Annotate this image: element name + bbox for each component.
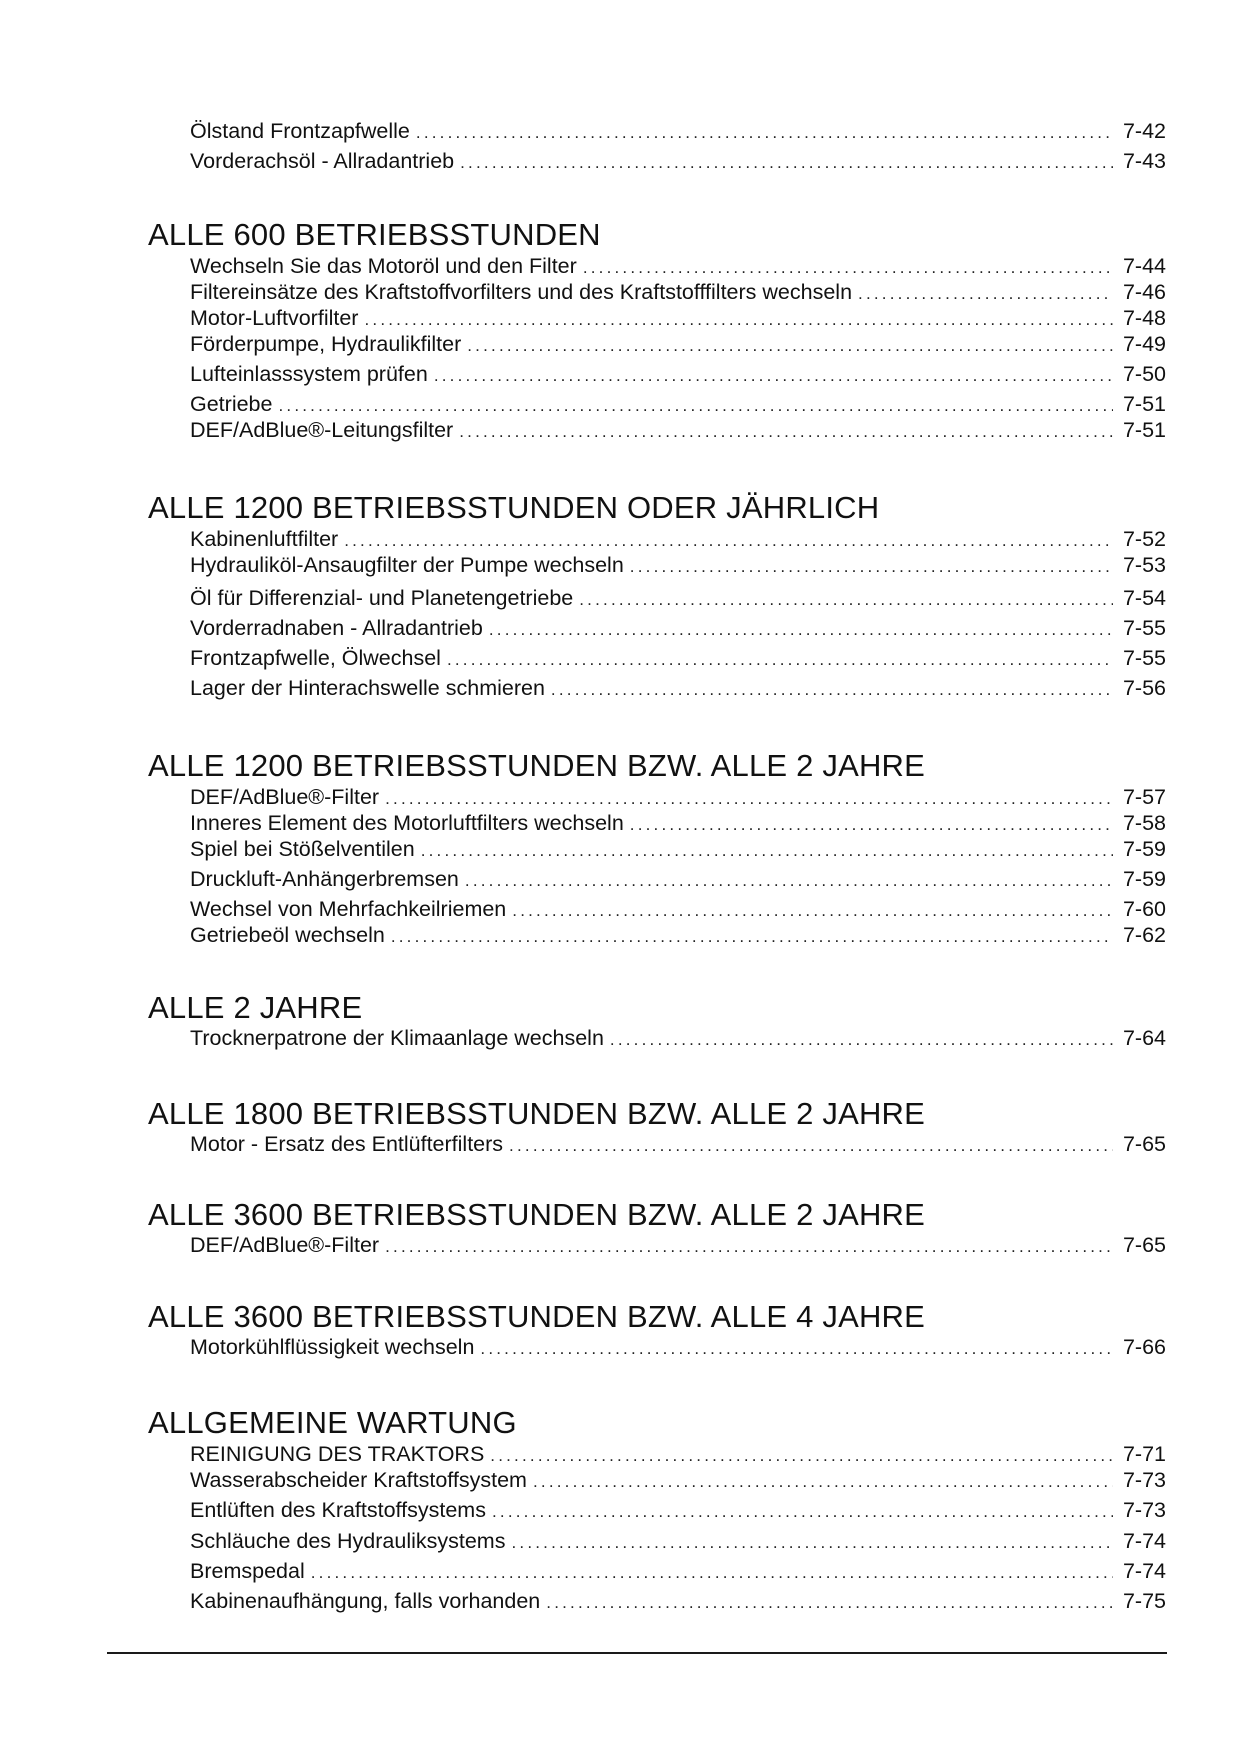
toc-entry[interactable] [190, 1558, 1166, 1584]
toc-entry-page: 7-59 [1122, 837, 1166, 861]
toc-entry-page: 7-55 [1122, 646, 1166, 670]
dot-leader [447, 647, 1113, 673]
toc-entry-page: 7-74 [1122, 1529, 1166, 1553]
toc-entry[interactable] [190, 810, 1166, 836]
dot-leader [509, 1133, 1113, 1159]
dot-leader [465, 868, 1113, 894]
toc-entry[interactable] [190, 279, 1166, 305]
toc-entry[interactable] [190, 1497, 1166, 1523]
toc-entry-title: Getriebe [190, 392, 273, 416]
toc-entry-title: Filtereinsätze des Kraftstoffvorfilters und des Kraftstofffilters wechseln [190, 280, 853, 304]
toc-entry-page: 7-56 [1122, 676, 1166, 700]
toc-entry[interactable] [190, 391, 1166, 417]
section-heading: ALLE 3600 BETRIEBSSTUNDEN BZW. ALLE 2 JAHRE [148, 1197, 926, 1232]
dot-leader [630, 554, 1113, 580]
toc-entry-title: DEF/AdBlue®-Filter [190, 1233, 380, 1257]
dot-leader [579, 587, 1113, 613]
toc-entry[interactable] [190, 118, 1166, 144]
toc-entry[interactable] [190, 1467, 1166, 1493]
toc-entry-page: 7-59 [1122, 867, 1166, 891]
dot-leader [278, 393, 1112, 419]
toc-entry[interactable] [190, 253, 1166, 279]
toc-entry-title: Lager der Hinterachswelle schmieren [190, 676, 545, 700]
dot-leader [421, 838, 1113, 864]
dot-leader [489, 617, 1113, 643]
dot-leader [385, 786, 1113, 812]
toc-entry-title: DEF/AdBlue®-Leitungsfilter [190, 418, 454, 442]
toc-entry[interactable] [190, 585, 1166, 611]
section-heading: ALLE 1200 BETRIEBSSTUNDEN ODER JÄHRLICH [148, 490, 880, 525]
toc-entry[interactable] [190, 1232, 1166, 1258]
dot-leader [344, 528, 1113, 554]
toc-entry-title: Getriebeöl wechseln [190, 923, 385, 947]
toc-entry-page: 7-58 [1122, 811, 1166, 835]
toc-entry-page: 7-44 [1122, 254, 1166, 278]
toc-entry-title: Druckluft-Anhängerbremsen [190, 867, 459, 891]
toc-entry[interactable] [190, 836, 1166, 862]
section-heading: ALLE 2 JAHRE [148, 990, 363, 1025]
toc-entry-page: 7-73 [1122, 1498, 1166, 1522]
toc-entry-page: 7-73 [1122, 1468, 1166, 1492]
toc-entry[interactable] [190, 645, 1166, 671]
toc-entry-title: Motorkühlflüssigkeit wechseln [190, 1335, 475, 1359]
toc-entry-title: Ölstand Frontzapfwelle [190, 119, 410, 143]
toc-entry-page: 7-62 [1122, 923, 1166, 947]
section-heading: ALLGEMEINE WARTUNG [148, 1405, 517, 1440]
dot-leader [512, 898, 1113, 924]
toc-entry-title: Motor-Luftvorfilter [190, 306, 359, 330]
toc-entry-title: Öl für Differenzial- und Planetengetriebe [190, 586, 574, 610]
toc-entry[interactable] [190, 675, 1166, 701]
dot-leader [492, 1499, 1113, 1525]
toc-entry-page: 7-74 [1122, 1559, 1166, 1583]
toc-entry-title: Inneres Element des Motorluftfilters wechseln [190, 811, 624, 835]
dot-leader [511, 1530, 1112, 1556]
dot-leader [385, 1234, 1113, 1260]
dot-leader [391, 924, 1113, 950]
toc-entry[interactable] [190, 361, 1166, 387]
toc-entry[interactable] [190, 552, 1166, 578]
toc-entry-page: 7-71 [1122, 1442, 1166, 1466]
section-heading: ALLE 1800 BETRIEBSSTUNDEN BZW. ALLE 2 JAHRE [148, 1096, 926, 1131]
toc-entry-title: Wechseln Sie das Motoröl und den Filter [190, 254, 577, 278]
toc-entry[interactable] [190, 922, 1166, 948]
dot-leader [858, 281, 1113, 307]
toc-entry[interactable] [190, 148, 1166, 174]
toc-entry-page: 7-43 [1122, 149, 1166, 173]
toc-entry-title: Frontzapfwelle, Ölwechsel [190, 646, 441, 670]
dot-leader [364, 307, 1112, 333]
dot-leader [459, 419, 1113, 445]
toc-entry-page: 7-49 [1122, 332, 1166, 356]
dot-leader [610, 1027, 1113, 1053]
toc-entry[interactable] [190, 615, 1166, 641]
dot-leader [546, 1590, 1113, 1616]
dot-leader [311, 1560, 1113, 1586]
toc-entry-title: Schläuche des Hydrauliksystems [190, 1529, 506, 1553]
toc-entry[interactable] [190, 1588, 1166, 1614]
toc-entry-title: Bremspedal [190, 1559, 305, 1583]
dot-leader [460, 150, 1113, 176]
footer-divider [107, 1652, 1167, 1654]
toc-entry[interactable] [190, 1025, 1166, 1051]
dot-leader [480, 1336, 1113, 1362]
toc-entry-title: Lufteinlasssystem prüfen [190, 362, 428, 386]
toc-entry-title: Entlüften des Kraftstoffsystems [190, 1498, 486, 1522]
toc-entry-title: REINIGUNG DES TRAKTORS [190, 1442, 485, 1466]
toc-entry-title: Vorderradnaben - Allradantrieb [190, 616, 483, 640]
toc-entry[interactable] [190, 417, 1166, 443]
toc-entry-page: 7-52 [1122, 527, 1166, 551]
toc-entry-page: 7-50 [1122, 362, 1166, 386]
toc-entry-title: Wechsel von Mehrfachkeilriemen [190, 897, 507, 921]
toc-entry-title: Förderpumpe, Hydraulikfilter [190, 332, 462, 356]
toc-entry-page: 7-46 [1122, 280, 1166, 304]
toc-entry-page: 7-54 [1122, 586, 1166, 610]
dot-leader [490, 1443, 1113, 1469]
toc-entry-title: Hydrauliköl-Ansaugfilter der Pumpe wechseln [190, 553, 624, 577]
section-heading: ALLE 600 BETRIEBSSTUNDEN [148, 217, 601, 252]
toc-entry-title: Motor - Ersatz des Entlüfterfilters [190, 1132, 504, 1156]
dot-leader [467, 333, 1113, 359]
toc-entry[interactable] [190, 1528, 1166, 1554]
dot-leader [416, 120, 1113, 146]
toc-entry-page: 7-66 [1122, 1335, 1166, 1359]
toc-entry-page: 7-75 [1122, 1589, 1166, 1613]
toc-entry-page: 7-42 [1122, 119, 1166, 143]
toc-entry-page: 7-64 [1122, 1026, 1166, 1050]
toc-entry-title: Wasserabscheider Kraftstoffsystem [190, 1468, 527, 1492]
toc-entry[interactable] [190, 1334, 1166, 1360]
toc-entry[interactable] [190, 305, 1166, 331]
section-heading: ALLE 3600 BETRIEBSSTUNDEN BZW. ALLE 4 JAHRE [148, 1299, 926, 1334]
toc-entry[interactable] [190, 896, 1166, 922]
dot-leader [630, 812, 1113, 838]
dot-leader [551, 677, 1113, 703]
toc-entry-page: 7-65 [1122, 1132, 1166, 1156]
section-heading: ALLE 1200 BETRIEBSSTUNDEN BZW. ALLE 2 JAHRE [148, 748, 926, 783]
toc-entry[interactable] [190, 526, 1166, 552]
toc-entry-page: 7-51 [1122, 418, 1166, 442]
toc-entry-page: 7-53 [1122, 553, 1166, 577]
toc-entry-page: 7-65 [1122, 1233, 1166, 1257]
toc-entry-page: 7-60 [1122, 897, 1166, 921]
toc-entry-page: 7-57 [1122, 785, 1166, 809]
toc-entry[interactable] [190, 1441, 1166, 1467]
toc-entry-title: Spiel bei Stößelventilen [190, 837, 415, 861]
toc-entry-title: Trocknerpatrone der Klimaanlage wechseln [190, 1026, 604, 1050]
toc-entry[interactable] [190, 784, 1166, 810]
toc-entry-title: Kabinenaufhängung, falls vorhanden [190, 1589, 541, 1613]
toc-entry-page: 7-55 [1122, 616, 1166, 640]
toc-entry-title: DEF/AdBlue®-Filter [190, 785, 380, 809]
toc-entry-page: 7-48 [1122, 306, 1166, 330]
toc-entry-page: 7-51 [1122, 392, 1166, 416]
toc-entry[interactable] [190, 331, 1166, 357]
toc-entry[interactable] [190, 866, 1166, 892]
dot-leader [583, 255, 1113, 281]
toc-entry-title: Kabinenluftfilter [190, 527, 339, 551]
dot-leader [434, 363, 1113, 389]
dot-leader [533, 1469, 1113, 1495]
toc-entry-title: Vorderachsöl - Allradantrieb [190, 149, 455, 173]
toc-entry[interactable] [190, 1131, 1166, 1157]
